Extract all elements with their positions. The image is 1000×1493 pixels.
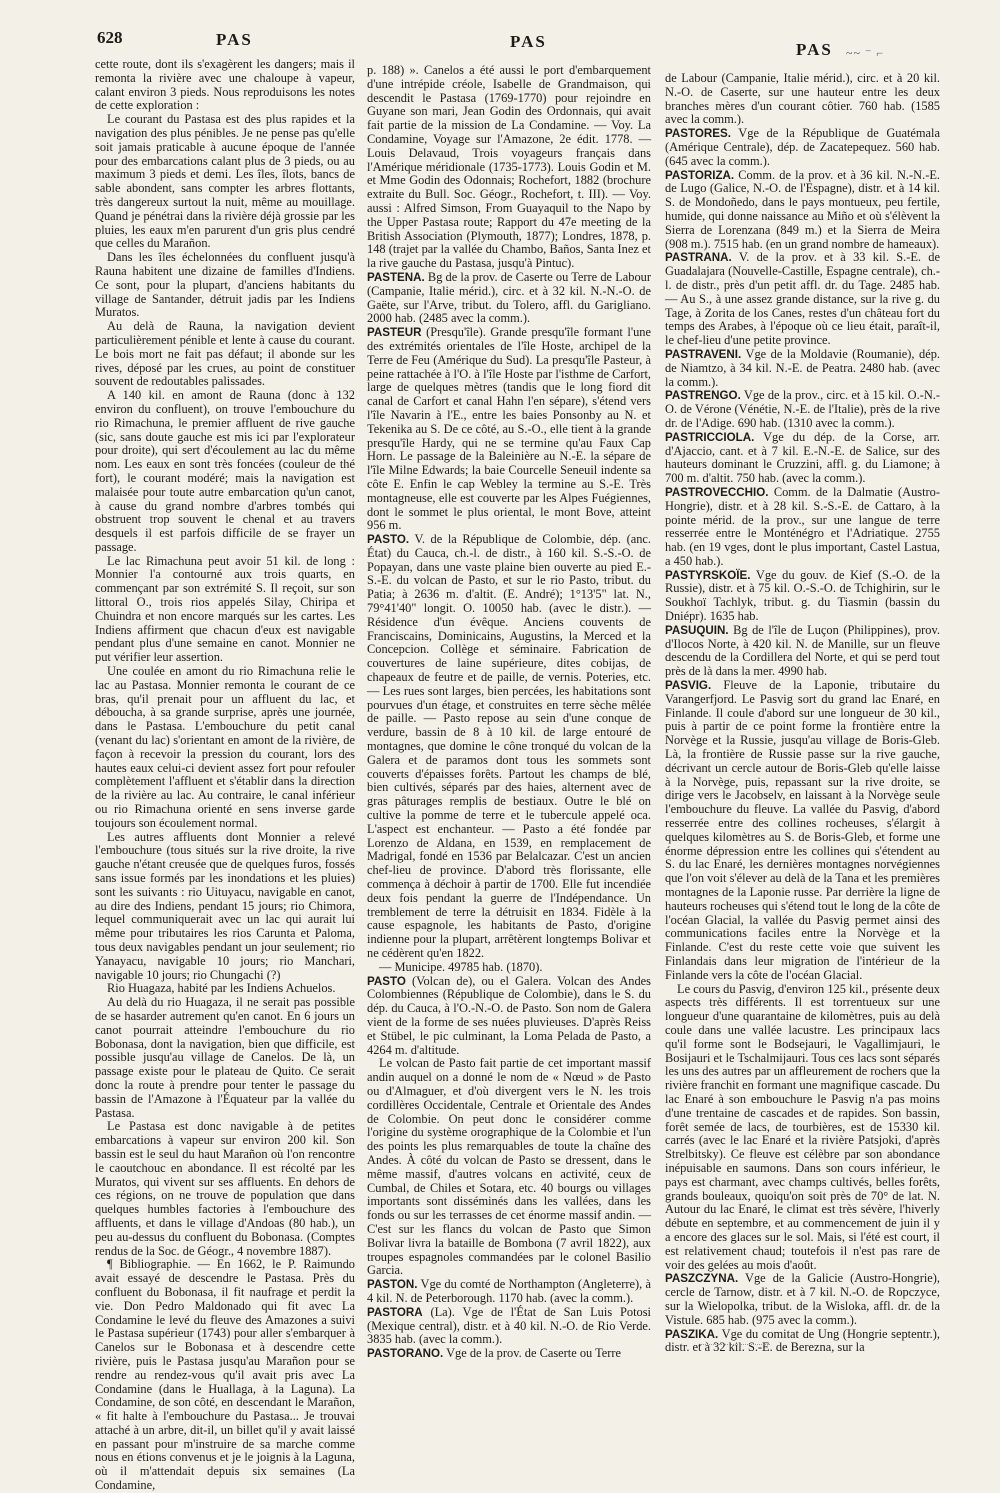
dictionary-entry [665, 1272, 940, 1327]
entry-headword: PASTRICCIOLA. [665, 430, 755, 444]
entry-text: (Volcan de), ou el Galera. Volcan des Andes Colombiennes (République de Colombie), dans le S. du dép. du Cauca, à l'O.-N.-O. de Pasto. Son nom de Galera vient de la forme de ses nuées pluvieuses. D'après Reiss et Stübel, le pic culminant, la Loma Pelada de Pasto, a 4264 m. d'altitude. [367, 973, 651, 1057]
entry-text: Fleuve de la Laponie, tributaire du Varangerfjord. Le Pasvig sort du grand lac Enaré, en Finlande. Il coule d'abord sur une longueur de 30 kil., puis à partir de ce point forme la frontière entre la Norvège et la Russie, jusqu'au village de Boris-Gleb. Là, la frontière de Russie passe sur la rive gauche, décrivant un cercle autour de Boris-Gleb qu'elle laisse à la Norvège, puis, repassant sur la rive droite, se dirige vers le Jacobselv, en laissant à la Norvège seule l'embouchure du fleuve. La vallée du Pasvig, d'abord resserrée entre des collines rocheuses, s'élargit à quelques kilomètres au S. de Boris-Gleb, et forme une énorme dépression entre les collines qui s'étendent au S. du lac Enaré, les dernières montagnes norvégiennes que l'on voit s'élever au delà de la Tana et les premières montagnes de la Laponie russe. Par derrière la ligne de hauteurs rocheuses qui s'étend tout le long de la côte de l'océan Glacial, la vallée du Pasvig permet ainsi des communications faciles entre la Norvège et la Finlande. C'est du reste cette voie que suivent les Finlandais dans leur migration de l'intérieur de la Finlande vers la côte de l'océan Glacial. [665, 678, 940, 982]
text-column-right [665, 72, 940, 1372]
running-head-right: PAS [796, 40, 833, 59]
pencil-mark: ~~ ⁻ ⌐ [846, 46, 885, 60]
entry-text: ¶ Bibliographie. — En 1662, le P. Raimundo avait essayé de descendre le Pastasa. Près du confluent du Bobonasa, il fit naufrage et perdit la vie. Don Pedro Maldonado qui fit avec La Condamine le levé du fleuve des Amazones a suivi le Pastasa supérieur (1743) pour aller s'embarquer à Canelos sur le Bobonasa et à descendre cette rivière, puis le Pastasa jusqu'au Marañon pour se rendre au rendez-vous qu'il avait pris avec La Condamine (dans le Huallaga, à la Laguna). La Condamine, de son côté, en descendant le Marañon, « fit halte à l'embouchure du Pastasa... Je trouvai attaché à un arbre, dit-il, un billet qu'il y avait laissé en passant pour m'instruire de sa marche comme nous en étions convenus et je le joignis à la Laguna, où il m'attendait depuis six semaines (La Condamine, [95, 1257, 355, 1493]
entry-headword: PASTRANA. [665, 251, 732, 265]
entry-text: (Presqu'île). Grande presqu'île formant l'une des extrémités orientales de l'île Hoste, archipel de la Terre de Feu (Amérique du Sud). La presqu'île Pasteur, à peine rattachée à l'O. à l'île Hoste par l'isthme de Carfort, large de quelques mètres (tandis que le long fiord dit canal de Carfort et canal Hahn l'en sépare), s'étend vers l'île Navarin à l'E., entre les baies Ponsonby au N. et Tekenika au S. De ce côté, au S.-O., elle tient à la grande presqu'île Hardy, qui ne se termine qu'au Faux Cap Horn. Le passage de la Baleinière au N.-E. la sépare de l'île Milne Edwards; la baie Courcelle Seneuil indente sa côte E. Enfin le cap Webley la termine au S.-E. Très montagneuse, elle est couverte par les Alpes Fuégiennes, dont le sommet le plus oriental, le mont Bove, atteint 956 m. [367, 325, 651, 533]
paragraph [367, 64, 651, 271]
entry-text: Vge de la Moldavie (Roumanie), dép. de Niamtzo, à 34 kil. N.-E. de Peatra. 2480 hab. (avec la comm.). [665, 346, 940, 389]
dictionary-entry [665, 169, 940, 252]
entry-headword: PASTORES. [665, 127, 731, 141]
entry-text: Vge de la République de Guatémala (Amérique Centrale), dép. de Zacatepequez. 560 hab. (645 avec la comm.). [665, 126, 940, 168]
entry-headword: PASTROVECCHIO. [665, 485, 769, 499]
paragraph [95, 113, 355, 251]
paragraph [95, 982, 355, 996]
dictionary-entry [367, 326, 651, 533]
entry-text: Vge du comitat de Ung (Hongrie septentr.), distr. et à 32 kil. S.-E. de Berezna, sur la [665, 1326, 940, 1355]
dictionary-entry [367, 1278, 651, 1306]
dictionary-entry [665, 251, 940, 348]
entry-text: Vge du comté de Northampton (Angleterre), à 4 kil. N. de Peterborough. 1170 hab. (avec la comm.). [367, 1277, 651, 1305]
entry-text: Au delà du rio Huagaza, il ne serait pas possible de se hasarder autrement qu'en canot. En 6 jours un canot pourrait atteindre l'embouchure du rio Bobonasa, dont la navigation, bien que difficile, est possible jusqu'au village de Canelos. De là, un passage existe pour le plateau de Quito. Ce serait donc la route à prendre pour tenter le passage du bassin de l'Amazone à l'Équateur par la vallée du Pastasa. [95, 995, 355, 1120]
entry-text: Les autres affluents dont Monnier a relevé l'embouchure (tous situés sur la rive droite, la rive gauche n'étant creusée que de quelques furos, fossés sans issue formés par les inondations et les pluies) sont les suivants : rio Uituyacu, navigable en canot, au dire des Indiens, pendant 15 jours; rio Chimora, lequel communiquerait avec un lac qui aurait lui même pour tributaires les rios Carunta et Paloma, tous deux navigables pendant un jour seulement; rio Yanayacu, navigable 10 jours; rio Manchari, navigable 10 jours; rio Chungachi (?) [95, 829, 355, 982]
entry-text: Le Pastasa est donc navigable à de petites embarcations à vapeur sur environ 200 kil. Son bassin est le seul du haut Marañon où l'on rencontre le caoutchouc en abondance. Il est récolté par les Muratos, qui vivent sur ses affluents. En dehors de ces régions, on ne trouve de population que dans quelques humbles factories à l'embouchure des affluents, et dans le village d'Andoas (80 hab.), un peu au-dessus du confluent du Bobonasa. (Comptes rendus de la Soc. de Géogr., 4 novembre 1887). [95, 1119, 355, 1258]
paragraph [95, 555, 355, 665]
dictionary-entry [665, 624, 940, 679]
dictionary-entry [367, 533, 651, 961]
dictionary-entry [665, 127, 940, 168]
entry-headword: PASTRENGO. [665, 389, 741, 403]
entry-text: Vge de la Galicie (Austro-Hongrie), cercle de Tarnow, distr. et à 7 kil. N.-O. de Ropczyce, sur la Wielopolka, tribut. de la Wisloka, affl. dr. de la Vistule. 685 hab. (975 avec la comm.). [665, 1271, 940, 1327]
entry-headword: PASTORIZA. [665, 168, 735, 182]
entry-text: Vge du gouv. de Kief (S.-O. de la Russie), distr. et à 75 kil. O.-S.-O. de Tchighirin, sur le Soukhoï Tachlyk, tribut. g. du Tiasmin (bassin du Dniépr). 1635 hab. [665, 567, 940, 624]
paragraph [95, 1258, 355, 1493]
text-column-middle [367, 64, 651, 1364]
entry-headword: PASTO. [367, 533, 410, 547]
entry-headword: PASUQUIN. [665, 623, 729, 637]
entry-text: V. de la prov. et à 33 kil. S.-E. de Guadalajara (Nouvelle-Castille, Espagne centrale), ch.-l. de distr., près d'un petit affl. dr. du Tage. 2485 hab. — Au S., à une assez grande distance, sur la rive g. du Tage, à Zorita de los Canes, restes d'un château fort du temps des Arabes, à l'époque où ce lieu était, paraît-il, le chef-lieu d'une petite province. [665, 250, 940, 348]
entry-text: Comm. de la prov. et à 36 kil. N.-N.-E. de Lugo (Galice, N.-O. de l'Espagne), distr. et à 14 kil. S. de Mondoñedo, dans le pays montueux, peu fertile, humide, qui donne naissance au Miño et où s'élèvent la Sierra de Lorenzana (849 m.) et la Sierra de Meira (908 m.). 7515 hab. (en un grand nombre de hameaux). [665, 167, 940, 251]
paragraph [367, 961, 651, 975]
entry-text: Une coulée en amont du rio Rimachuna relie le lac au Pastasa. Monnier remonta le courant de ce bras, qu'il prenait pour un affluent du lac, et déboucha, à sa grande surprise, après une journée, dans le Pastasa. L'embouchure du petit canal (venant du lac) s'orientant en amont de la rivière, de façon à recevoir la pression du courant, lors des hautes eaux celui-ci devient assez fort pour refouler complètement l'affluent et s'établir dans la direction de la rivière au lac. Au contraire, le canal inférieur ou rio Rimachuna orienté en sens inverse garde toujours son écoulement normal. [95, 664, 355, 830]
entry-headword: PASTENA. [367, 270, 425, 284]
paragraph [95, 320, 355, 389]
entry-headword: PASTRAVENI. [665, 347, 742, 361]
text-column-left [95, 57, 355, 1493]
entry-text: Dans les îles échelonnées du confluent jusqu'à Rauna habitent une dizaine de familles d'Indiens. Ce sont, pour la plupart, d'anciens habitants du village de Santander, détruit jadis par les Indiens Muratos. [95, 250, 355, 320]
entry-text: cette route, dont ils s'exagèrent les dangers; mais il remonta la rivière avec une chaloupe à vapeur, calant environ 3 pieds. Nous reproduisons les notes de cette exploration : [95, 57, 355, 113]
paragraph [95, 665, 355, 831]
running-head-left: PAS [216, 30, 253, 49]
dictionary-entry [367, 1347, 651, 1361]
entry-headword: PASTO [367, 974, 406, 988]
page-number: 628 [97, 28, 123, 47]
entry-headword: PASTORANO. [367, 1347, 444, 1361]
entry-text: V. de la République de Colombie, dép. (anc. État) du Cauca, ch.-l. de distr., à 160 kil. S.-S.-O. de Popayan, dans une vaste plaine bien ouverte au pied E.-S.-E. du volcan de Pasto, et sur le rio Pasto, tribut. du Patia; à 2636 m. d'altit. (E. André); 1°13'5" lat. N., 79°41'40" longit. O. 10050 hab. (avec le distr.). — Résidence d'un évêque. Anciens couvents de Franciscains, Dominicains, Augustins, la Merced et la Concepcion. Collège et séminaire. Fabrication de couvertures de laine supérieure, dites cobijas, de chapeaux de feutre et de paille, de vernis. Poteries, etc. — Les rues sont larges, bien percées, les habitations sont pourvues d'un étage, et construites en terre sèche mêlée de paille. — Pasto repose au sein d'une conque de verdure, bassin de 8 à 10 kil. de large entouré de montagnes, que domine le cône tronqué du volcan de la Galera et de paramos dont tous les sommets sont couverts d'épaisses forêts. Partout les champs de blé, bien cultivés, séparés par des haies, alternent avec de gras pâturages remplis de bestiaux. Outre le blé on cultive la pomme de terre et le tubercule appelé oca. L'aspect est enchanteur. — Pasto a été fondée par Lorenzo de Aldana, en 1539, en remplacement de Madrigal, fondé en 1536 par Belalcazar. C'est un ancien chef-lieu de province. D'abord très florissante, elle commença à déchoir à partir de 1700. Elle fut incendiée deux fois pendant la guerre de l'Indépendance. Un tremblement de terre la détruisit en 1834. Fidèle à la cause espagnole, les habitants de Pasto, d'origine indienne pour la plupart, arrêtèrent longtemps Bolivar et ne cédèrent qu'en 1822. [367, 532, 651, 960]
dictionary-entry [665, 389, 940, 430]
paragraph [665, 983, 940, 1273]
entry-text: Bg de l'île de Luçon (Philippines), prov. d'Ilocos Norte, à 420 kil. N. de Manille, sur un fleuve descendu de la Cordillera del Norte, et qui se perd tout près de là dans la mer. 4990 hab. [665, 622, 940, 679]
paragraph [95, 1120, 355, 1258]
paragraph [665, 72, 940, 127]
entry-text: Vge de la prov., circ. et à 15 kil. O.-N.-O. de Vérone (Vénétie, N.-E. de l'Italie), près de la rive dr. de l'Adige. 690 hab. (1310 avec la comm.). [665, 388, 940, 430]
paragraph [95, 831, 355, 983]
dictionary-entry [665, 486, 940, 569]
paragraph [95, 58, 355, 113]
entry-headword: PASTORA [367, 1305, 423, 1319]
running-head-center: PAS [510, 32, 547, 51]
dictionary-entry [665, 1328, 940, 1356]
footer-rule [700, 1344, 770, 1345]
dictionary-entry [665, 679, 940, 983]
paragraph [95, 251, 355, 320]
entry-headword: PASTEUR [367, 326, 422, 340]
dictionary-entry [367, 1306, 651, 1347]
entry-text: A 140 kil. en amont de Rauna (donc à 132 environ du confluent), on trouve l'embouchure du rio Rimachuna, le premier affluent de rive gauche (sic, sans doute gauche est mis ici par l'explorateur pour droite), qui sert d'écoulement au lac du même nom. Les eaux en sont très foncées (couleur de thé fort), le courant modéré; mais la navigation est malaisée pour toute autre embarcation qu'un canot, à cause du grand nombre d'arbres tombés qui obstruent trop souvent le chenal et au travers desquels il est parfois difficile de se frayer un passage. [95, 388, 355, 554]
entry-text: Comm. de la Dalmatie (Austro-Hongrie), distr. et à 28 kil. S.-S.-E. de Cattaro, à la pointe mérid. de la prov., sur une langue de terre resserrée entre le Monténégro et l'Adriatique. 2755 hab. (en 19 vges, dont le plus important, Castel Lastua, a 450 hab.). [665, 484, 940, 568]
entry-text: de Labour (Campanie, Italie mérid.), circ. et à 20 kil. N.-O. de Caserte, sur une hauteur entre les deux branches mères d'un courant côtier. 760 hab. (1585 avec la comm.). [665, 71, 940, 127]
entry-text: p. 188) ». Canelos a été aussi le port d'embarquement d'une intrépide créole, Isabelle de Grandmaison, qui descendit le Pastasa (1769-1770) pour rejoindre en Guyane son mari, Jean Godin des Ordonnais, qui avait fait partie de la mission de La Condamine. — Voy. La Condamine, Voyage sur l'Amazone, 2e édit. 1778. — Louis Delavaud, Trois voyageurs français dans l'Amérique méridionale (1735-1773). Louis Godin et M. et Mme Godin des Odonnais; Rochefort, 1882 (brochure extraite du Bull. Soc. Géogr., Rochefort, t. III). — Voy. aussi : Alfred Simson, From Guayaquil to the Napo by the Upper Pastasa route; Rapport du 47e meeting de la British Association (Plymouth, 1877); Londres, 1878, p. 148 (trajet par la vallée du Chambo, Baños, Santa Inez et la rive gauche du Pastasa, jusqu'à Pintuc). [367, 63, 651, 271]
entry-headword: PASZIKA. [665, 1327, 719, 1341]
paragraph [95, 389, 355, 555]
dictionary-entry [665, 348, 940, 389]
entry-text: Le lac Rimachuna peut avoir 51 kil. de long : Monnier l'a contourné aux trois quarts, en commençant par son extrémité S. Il reçoit, sur son littoral O., trois rios appelés Silay, Chiripa et Chuindra et non encore marqués sur les cartes. Les Indiens affirment que chacun d'eux est navigable pendant plus d'une semaine en canot. Monnier ne put vérifier leur assertion. [95, 553, 355, 665]
entry-text: — Municipe. 49785 hab. (1870). [379, 959, 543, 974]
entry-text: Le cours du Pasvig, d'environ 125 kil., présente deux aspects très différents. Il est torrentueux sur une longueur d'une quarantaine de kilomètres, puis au delà coule dans une vallée lacustre. Les principaux lacs qu'il forme sont le Bodsejauri, le Vagallimjauri, le Bosijauri et le Tschalmijauri. Tous ces lacs sont séparés les uns des autres par un affleurement de rochers que la rivière franchit en formant une magnifique cascade. Du lac Enaré à son embouchure le Pasvig n'a pas moins d'une trentaine de cascades et de rapides. Son bassin, forêt semée de lacs, de tourbières, est de 15330 kil. carrés (avec le lac Enaré et la rivière Patsjoki, d'après Strelbitsky). Ce fleuve est célèbre par son abondance inépuisable en saumons. Dans son cours inférieur, le pays est charmant, avec champs cultivés, belles forêts, grands bouleaux, quoiqu'on soit près de 70° de lat. N. Autour du lac Enaré, le climat est très sévère, l'hiverly débute en septembre, et au commencement de juin il y a encore des glaces sur le sol. Mais, si l'été est court, il est relativement chaud; toutefois il n'est pas rare de voir des gelées au mois d'août. [665, 981, 940, 1272]
entry-text: Bg de la prov. de Caserte ou Terre de Labour (Campanie, Italie mérid.), circ. et à 32 kil. N.-N.-O. de Gaëte, sur l'Arve, tribut. du Tolero, affl. du Garigliano. 2000 hab. (2485 avec la comm.). [367, 269, 651, 326]
entry-headword: PASTON. [367, 1278, 418, 1292]
entry-text: Vge de la prov. de Caserte ou Terre [443, 1346, 622, 1361]
entry-text: Vge du dép. de la Corse, arr. d'Ajaccio, cant. et à 7 kil. E.-N.-E. de Salice, sur des hauteurs dominant le Cruzzini, affl. g. du Liamone; à 700 m. d'altit. 750 hab. (avec la comm.). [665, 429, 940, 486]
dictionary-entry [367, 975, 651, 1058]
dictionary-entry [665, 431, 940, 486]
dictionary-entry [665, 569, 940, 624]
entry-headword: PASZCZYNA. [665, 1272, 739, 1286]
entry-text: Le courant du Pastasa est des plus rapides et la navigation des plus pénibles. Je ne pense pas qu'elle soit jamais praticable à aucune époque de l'année pour des embarcations calant plus de 3 pieds, ou au maximum 3 pieds et demi. Les îles, îlots, bancs de sable abondent, sans compter les arbres flottants, très dangereux surtout la nuit, même au mouillage. Quand je pénétrai dans la rivière déjà grossie par les pluies, les eaux m'en parurent d'un gris plus cendré que celles du Marañon. [95, 112, 355, 251]
entry-headword: PASTYRSKOÏE. [665, 568, 751, 582]
paragraph [367, 1057, 651, 1278]
entry-text: Le volcan de Pasto fait partie de cet important massif andin auquel on a donné le nom de « Nœud » de Pasto ou d'Almaguer, et d'où divergent vers le N. les trois cordillères Occidentale, Centrale et Orientale des Andes de Colombie. On peut donc le considérer comme l'origine du système orographique de la Colombie et l'un des points les plus remarquables de toute la chaîne des Andes. À côté du volcan de Pasto se dressent, dans le même massif, d'autres volcans en activité, ceux de Cumbal, de Chiles et Sotara, etc. 40 bourgs ou villages importants sont disséminés dans les vallées, dans les fonds ou sur les terrasses de cet énorme massif andin. — C'est sur les flancs du volcan de Pasto que Simon Bolivar livra la bataille de Bombona (7 avril 1822), aux troupes espagnoles commandées par le colonel Basilio Garcia. [367, 1056, 651, 1278]
dictionary-entry [367, 271, 651, 326]
entry-text: Rio Huagaza, habité par les Indiens Achuelos. [107, 981, 336, 996]
entry-text: Au delà de Rauna, la navigation devient particulièrement pénible et lente à cause du courant. Le bois mort ne fait pas défaut; il abonde sur les rives, déposé par les crues, au point de constituer souvent de redoutables palissades. [95, 319, 355, 389]
entry-text: (La). Vge de l'État de San Luis Potosi (Mexique central), distr. et à 40 kil. N.-O. de Rio Verde. 3835 hab. (avec la comm.). [367, 1304, 651, 1347]
entry-headword: PASVIG. [665, 679, 712, 693]
paragraph [95, 996, 355, 1120]
